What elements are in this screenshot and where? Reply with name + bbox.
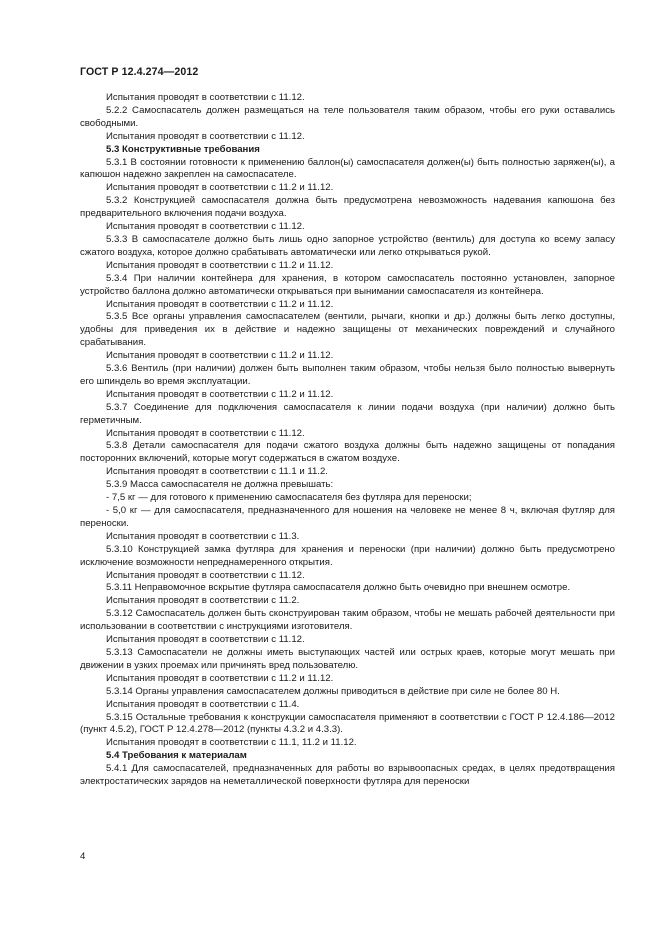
paragraph: 5.3.4 При наличии контейнера для хранения, в котором самоспасатель постоянно установлен, запорное устройство баллона должно автоматически открываться при вынимании самоспасателя из контейнера.: [80, 272, 615, 297]
paragraph: Испытания проводят в соответствии с 11.2 и 11.12.: [106, 259, 334, 271]
paragraph: Испытания проводят в соответствии с 11.1, 11.2 и 11.12.: [106, 737, 357, 749]
paragraph: 5.3.8 Детали самоспасателя для подачи сжатого воздуха должны быть надежно защищены от попадания посторонних включений, которые могут содержаться в сжатом воздухе.: [80, 440, 615, 465]
paragraph: Испытания проводят в соответствии с 11.2 и 11.12.: [106, 182, 334, 194]
paragraph: Испытания проводят в соответствии с 11.2 и 11.12.: [106, 350, 334, 362]
page-header: ГОСТ Р 12.4.274—2012: [80, 66, 199, 78]
paragraph: 5.3.5 Все органы управления самоспасателем (вентили, рычаги, кнопки и др.) должны быть легко доступны, удобны для приведения их в действие и надежно защищены от механических повреждений и случайного срабатывания.: [80, 311, 615, 349]
paragraph: 5.3.1 В состоянии готовности к применению баллон(ы) самоспасателя должен(ы) быть полностью заряжен(ы), а капюшон надежно закреплен на самоспасателе.: [80, 156, 615, 181]
paragraph: 5.3.10 Конструкцией замка футляра для хранения и переноски (при наличии) должно быть предусмотрено исключение возможности непреднамеренного открытия.: [80, 543, 615, 568]
paragraph: - 7,5 кг — для готового к применению самоспасателя без футляра для переноски;: [106, 492, 472, 504]
paragraph: 5.3.15 Остальные требования к конструкции самоспасателя применяют в соответствии с ГОСТ Р 12.4.186—2012 (пункт 4.5.2), ГОСТ Р 12.4.278—2012 (пункты 4.3.2 и 4.3.3).: [80, 711, 615, 736]
paragraph: 5.3.7 Соединение для подключения самоспасателя к линии подачи воздуха (при наличии) должно быть герметичным.: [80, 401, 615, 426]
paragraph: Испытания проводят в соответствии с 11.12.: [106, 221, 305, 233]
paragraph: 5.3.13 Самоспасатели не должны иметь выступающих частей или острых краев, которые могут мешать при движении в узких проемах или причинять вред пользователю.: [80, 646, 615, 671]
paragraph: Испытания проводят в соответствии с 11.12.: [106, 130, 305, 142]
paragraph: Испытания проводят в соответствии с 11.12.: [106, 92, 305, 103]
paragraph: 5.3.2 Конструкцией самоспасателя должна быть предусмотрена невозможность надевания капюшона без предварительного включения подачи воздуха.: [80, 195, 615, 220]
paragraph: 5.4.1 Для самоспасателей, предназначенных для работы во взрывоопасных средах, в целях предотвращения электростатических зарядов на неметаллической поверхности футляра для переноски: [80, 763, 615, 788]
paragraph: 5.3.14 Органы управления самоспасателем должны приводиться в действие при силе не более 80 Н.: [106, 685, 560, 697]
paragraph: Испытания проводят в соответствии с 11.2.: [106, 595, 300, 607]
paragraph: Испытания проводят в соответствии с 11.12.: [106, 569, 305, 581]
paragraph: Испытания проводят в соответствии с 11.3.: [106, 530, 300, 542]
paragraph: Испытания проводят в соответствии с 11.2 и 11.12.: [106, 298, 334, 310]
paragraph: Испытания проводят в соответствии с 11.1 и 11.2.: [106, 466, 328, 478]
paragraph: 5.3.6 Вентиль (при наличии) должен быть выполнен таким образом, чтобы нельзя было полностью вывернуть его шпиндель во время эксплуатации.: [80, 363, 615, 387]
paragraph: Испытания проводят в соответствии с 11.12.: [106, 427, 305, 439]
paragraph: Испытания проводят в соответствии с 11.12.: [106, 634, 305, 646]
paragraph: 5.3.3 В самоспасателе должно быть лишь одно запорное устройство (вентиль) для доступа ко всему запасу сжатого воздуха, которое должно срабатывать автоматически или легко открываться рукой.: [80, 233, 615, 258]
section-heading: 5.4 Требования к материалам: [106, 750, 247, 762]
paragraph: 5.3.9 Масса самоспасателя не должна превышать:: [106, 479, 334, 491]
document-body: [80, 92, 615, 789]
paragraph: Испытания проводят в соответствии с 11.2 и 11.12.: [106, 388, 334, 400]
paragraph: 5.3.12 Самоспасатель должен быть сконструирован таким образом, чтобы не мешать рабочей деятельности при использовании в соответствии с инструкциями изготовителя.: [80, 608, 615, 633]
paragraph: 5.2.2 Самоспасатель должен размещаться на теле пользователя таким образом, чтобы его руки оставались свободными.: [80, 104, 615, 129]
paragraph: 5.3.11 Неправомочное вскрытие футляра самоспасателя должно быть очевидно при внешнем осмотре.: [106, 582, 571, 594]
section-heading: 5.3 Конструктивные требования: [106, 143, 260, 155]
paragraph: - 5,0 кг — для самоспасателя, предназначенного для ношения на человеке не менее 8 ч, включая футляр для переноски.: [80, 505, 615, 529]
paragraph: Испытания проводят в соответствии с 11.4.: [106, 698, 300, 710]
page-number: 4: [80, 851, 86, 862]
paragraph: Испытания проводят в соответствии с 11.2 и 11.12.: [106, 672, 334, 684]
